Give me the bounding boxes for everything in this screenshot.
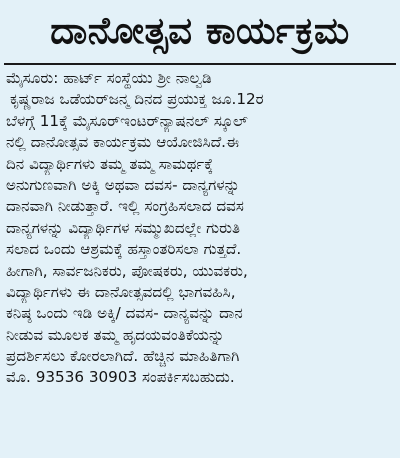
article-line: ಮೈಸೂರು: ಹಾರ್ಟ್ ಸಂಸ್ಥೆಯು ಶ್ರೀ ನಾಲ್ವಡಿ [6, 69, 212, 87]
article-line: ಬೆಳಗ್ಗೆ 11ಕ್ಕೆ ಮೈಸೂರ್‌ಇಂಟರ್‌ನ್ಯಾಷನಲ್ ಸ್ಕೂಲ್ [6, 111, 248, 130]
article-line: ವಿದ್ಯಾರ್ಥಿಗಳು ಈ ದಾನೋತ್ಸವದಲ್ಲಿ ಭಾಗವಹಿಸಿ, [6, 282, 236, 301]
article-line: ಹೀಗಾಗಿ, ಸಾರ್ವಜನಿಕರು, ಪೋಷಕರು, ಯುವಕರು, [6, 261, 248, 280]
headline-divider [4, 63, 396, 65]
headline: ದಾನೋತ್ಸವ ಕಾರ್ಯಕ್ರಮ [50, 9, 350, 52]
article-line: ನೀಡುವ ಮೂಲಕ ತಮ್ಮ ಹೃದಯವಂತಿಕೆಯನ್ನು [6, 325, 225, 344]
article-line: ದಾನವಾಗಿ ನೀಡುತ್ತಾರೆ. ಇಲ್ಲಿ ಸಂಗ್ರಹಿಸಲಾದ ದವಸ [6, 197, 244, 216]
article-line: ನಲ್ಲಿ ದಾನೋತ್ಸವ ಕಾರ್ಯಕ್ರಮ ಆಯೋಜಿಸಿದೆ.ಈ [6, 133, 240, 152]
article-line: ದಾನ್ಯಗಳನ್ನು ವಿದ್ಯಾರ್ಥಿಗಳ ಸಮ್ಮುಖದಲ್ಲೇ ಗುರುತಿ [6, 218, 241, 237]
article-body [6, 68, 394, 389]
article-line: ಸಲಾದ ಒಂದು ಆಶ್ರಮಕ್ಕೆ ಹಸ್ತಾಂತರಿಸಲಾ ಗುತ್ತದೆ. [6, 240, 242, 259]
article-line: ದಿನ ವಿದ್ಯಾರ್ಥಿಗಳು ತಮ್ಮ ತಮ್ಮ ಸಾಮರ್ಥಕ್ಕೆ [6, 154, 214, 173]
article-line: ಕೃಷ್ಣರಾಜ ಒಡೆಯರ್‌ಜನ್ಮ ದಿನದ ಪ್ರಯುಕ್ತ ಜೂ.12ರ [10, 90, 264, 109]
article-line: ಮೊ. 93536 30903 ಸಂಪರ್ಕಿಸಬಹುದು. [6, 368, 235, 387]
article-line: ಕನಿಷ್ಠ ಒಂದು ಇಡಿ ಅಕ್ಕಿ/ ದವಸ- ದಾನ್ಯವನ್ನು ದಾನ [6, 304, 243, 323]
article-line: ಅನುಗುಣವಾಗಿ ಅಕ್ಕಿ ಅಥವಾ ದವಸ- ದಾನ್ಯಗಳನ್ನು [6, 175, 240, 194]
headline-area [0, 0, 400, 62]
article-line: ಪ್ರದರ್ಶಿಸಲು ಕೋರಲಾಗಿದೆ. ಹೆಚ್ಚಿನ ಮಾಹಿತಿಗಾಗಿ [6, 347, 240, 366]
